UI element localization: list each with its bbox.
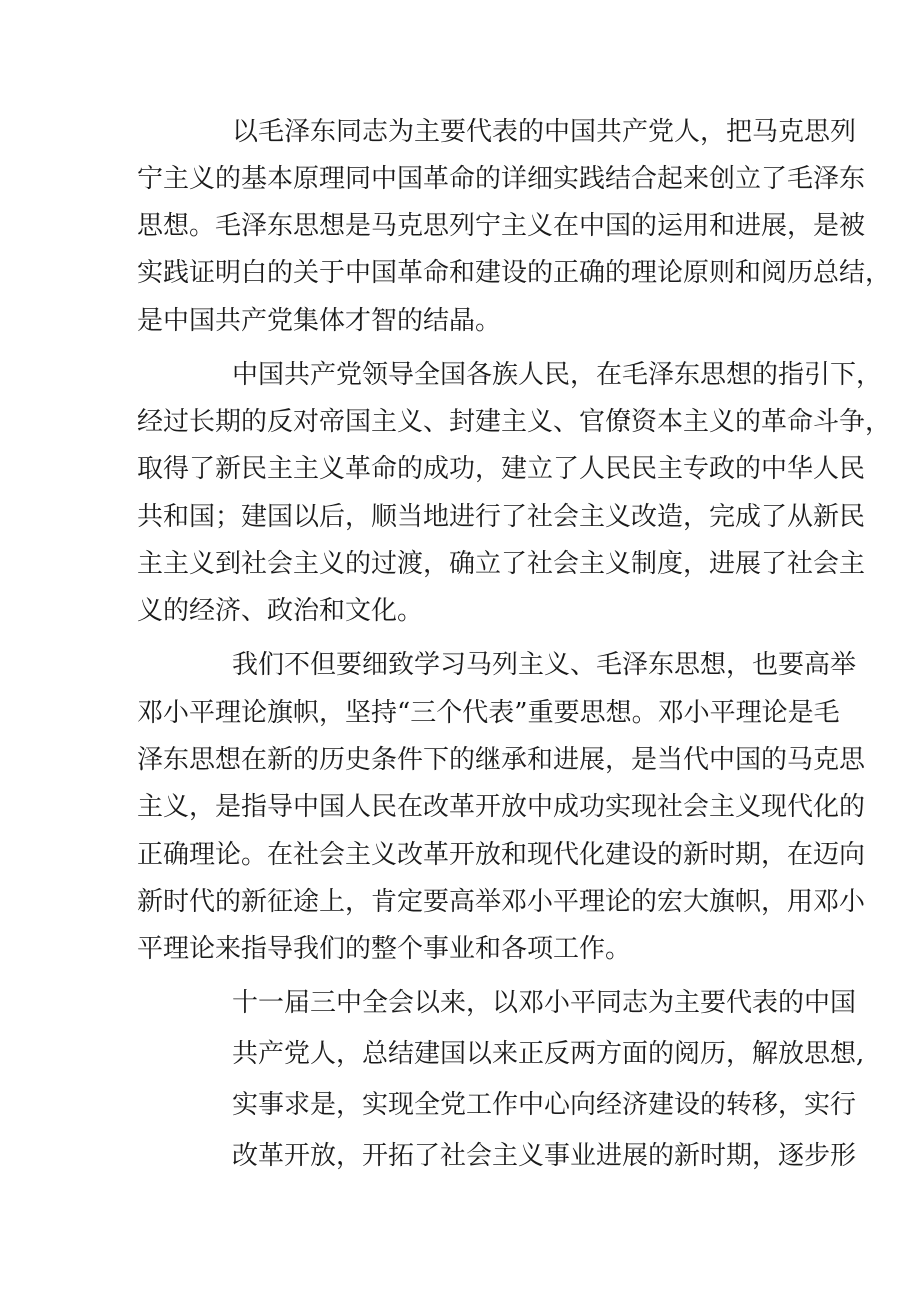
paragraph-line: 义的经济、政治和文化。 — [137, 596, 424, 626]
paragraph-line: 思想。毛泽东思想是马克思列宁主义在中国的运用和进展，是被 — [137, 211, 866, 241]
paragraph-line: 宁主义的基本原理同中国革命的详细实践结合起来创立了毛泽东 — [137, 164, 866, 194]
paragraph-line: 取得了新民主主义革命的成功，建立了人民民主专政的中华人民 — [137, 454, 866, 484]
paragraph-line: 经过长期的反对帝国主义、封建主义、官僚资本主义的革命斗争， — [137, 407, 892, 437]
paragraph-line: 我们不但要细致学习马列主义、毛泽东思想，也要高举 — [232, 650, 857, 680]
paragraph-line: 实事求是，实现全党工作中心向经济建设的转移，实行 — [232, 1090, 857, 1120]
paragraph-line: 改革开放，开拓了社会主义事业进展的新时期，逐步形 — [232, 1141, 857, 1171]
paragraph-line: 实践证明白的关于中国革命和建设的正确的理论原则和阅历总结， — [137, 258, 892, 288]
paragraph-line: 邓小平理论旗帜，坚持“三个代表”重要思想。邓小平理论是毛 — [137, 698, 840, 728]
paragraph-line: 平理论来指导我们的整个事业和各项工作。 — [137, 934, 632, 964]
paragraph-line: 十一届三中全会以来，以邓小平同志为主要代表的中国 — [232, 988, 857, 1018]
paragraph-line: 新时代的新征途上，肯定要高举邓小平理论的宏大旗帜，用邓小 — [137, 887, 866, 917]
paragraph-line: 共产党人，总结建国以来正反两方面的阅历，解放思想, — [232, 1039, 865, 1069]
paragraph-line: 是中国共产党集体才智的结晶。 — [137, 306, 502, 336]
paragraph-line: 主义，是指导中国人民在改革开放中成功实现社会主义现代化的 — [137, 792, 866, 822]
paragraph-line: 共和国；建国以后，顺当地进行了社会主义改造，完成了从新民 — [137, 502, 866, 532]
paragraph-line: 主主义到社会主义的过渡，确立了社会主义制度，进展了社会主 — [137, 549, 866, 579]
paragraph-line: 泽东思想在新的历史条件下的继承和进展，是当代中国的马克思 — [137, 745, 866, 775]
paragraph-line: 中国共产党领导全国各族人民，在毛泽东思想的指引下， — [232, 360, 883, 390]
paragraph-line: 以毛泽东同志为主要代表的中国共产党人，把马克思列 — [232, 117, 857, 147]
paragraph-line: 正确理论。在社会主义改革开放和现代化建设的新时期，在迈向 — [137, 840, 866, 870]
